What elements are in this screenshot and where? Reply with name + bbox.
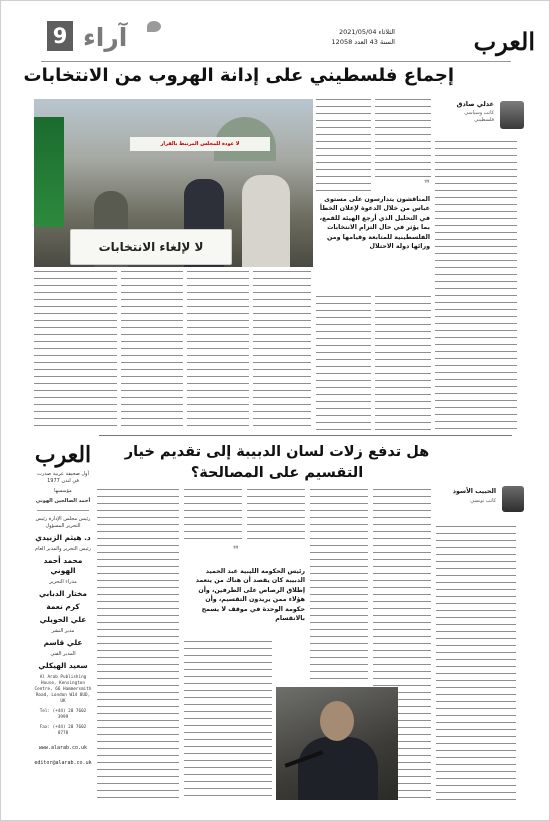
author-photo [500, 101, 524, 129]
author-role: كاتب تونسي [470, 498, 496, 504]
article-1-column-6 [253, 271, 311, 431]
director-name: علي الحويلي [39, 615, 87, 624]
article-2-column-4 [247, 489, 305, 541]
article-1-pull-quote: المناقشون يتدارسون على مستوى عباس من خلال الدعوة لإعلان الخطأ في التحليل الذي أرجع الهيئة للقمع، بما يؤثر في حال التزام الانتخابات الفلسطينية للمتابعة وقيامها ومن ورائها دولة الاحتلال [319, 196, 430, 251]
article-2-column-6 [184, 641, 272, 801]
board-name: د. هيثم الزبيدي [35, 533, 91, 542]
article-1-column-2 [375, 99, 431, 177]
author-photo [502, 486, 524, 512]
photo-face [320, 701, 354, 741]
director-name: كرم نعمة [46, 602, 80, 611]
email-link[interactable]: editor@alarab.co.uk [34, 760, 92, 766]
newspaper-logo: العرب [473, 27, 535, 56]
article-1-column-7 [187, 271, 249, 431]
masthead-tel: Tel: (+44) 20 7602 3999 [39, 709, 87, 720]
section-title: آراء [83, 23, 128, 52]
article-1-column-9 [34, 271, 117, 431]
masthead-founded: أول صحيفة عربية صدرت في لندن 1977 [37, 471, 89, 484]
issue-number: السنة 43 العدد 12058 [331, 38, 395, 46]
founder-label: مؤسسها [54, 488, 72, 494]
masthead-logo: العرب [34, 442, 92, 468]
masthead-divider [37, 510, 89, 511]
quote-mark-icon: ❞ [233, 545, 239, 556]
page-number: 9 [47, 21, 73, 51]
article-2-pull-quote: رئيس الحكومة الليبية عبد الحميد الدبيبة كان يقصد أن هناك من يتعمد إطلاق الرصاص على الطرفين، وأن هؤلاء ممن يريدون التقسيم، وأن حكومة الوحدة في موقف لا يسمح بالانقسام [195, 568, 305, 623]
article-2-column-1 [436, 526, 516, 801]
article-1-column-4 [375, 296, 431, 431]
website-link[interactable]: www.alarab.co.uk [38, 745, 88, 751]
photo-figure [242, 175, 290, 267]
design-name: علي قاسم [43, 638, 83, 647]
flag-shape [34, 117, 64, 227]
board-label: رئيس مجلس الإدارة رئيس التحرير المسؤول [35, 516, 91, 529]
masthead-address: Al Arab Publishing House, Kensington Centre, 66 Hammersmith Road, London W14 8UD, UK [34, 675, 92, 704]
issue-info [332, 27, 395, 47]
quote-bubble-icon [147, 21, 161, 32]
final-name: سعيد الهيكلي [38, 661, 88, 670]
article-2-column-5 [184, 489, 242, 541]
founder-name: أحمد الصالحين الهوني [35, 498, 91, 504]
author-name: عدلي صادق [456, 100, 494, 108]
header-divider [41, 61, 511, 62]
author-name: الحبيب الأسود [452, 488, 496, 495]
directors-label: مدراء التحرير [49, 579, 77, 585]
editor-label: رئيس التحرير والمدير العام [35, 546, 91, 552]
article-1-headline: إجماع فلسطيني على إدانة الهروب من الانتخابات [23, 65, 454, 86]
quote-mark-icon: ❞ [424, 179, 430, 190]
article-1-column-1 [435, 141, 517, 431]
article-2-photo [276, 687, 398, 800]
masthead-fax: Fax: (+44) 20 7602 8778 [39, 725, 87, 736]
article-1-column-3 [316, 99, 371, 191]
page-header [7, 21, 545, 61]
article-1-author [444, 97, 526, 137]
photo-figure [298, 737, 378, 800]
article-2-column-7 [97, 489, 179, 801]
article-2-headline: هل تدفع زلات لسان الدبيبة إلى تقديم خيار التقسيم على المصالحة؟ [124, 444, 430, 481]
editor-name: محمد أحمد الهوني [43, 556, 83, 575]
article-2-column-3 [310, 489, 368, 684]
article-1-column-5 [316, 296, 371, 431]
photo-banner: لا عودة للمجلس المرتبط بالقرار [130, 137, 270, 151]
final-label: المدير الفني [50, 651, 76, 657]
director-name: مختار الدبابي [39, 589, 87, 598]
section-divider [99, 435, 512, 436]
article-1-photo [34, 99, 313, 267]
protest-sign: لا لإلغاء الانتخابات [70, 229, 232, 265]
author-role: كاتب وسياسي فلسطيني [464, 110, 494, 123]
design-label: مدير النشر [51, 628, 75, 634]
article-1-column-8 [121, 271, 183, 431]
masthead-box [34, 439, 92, 799]
issue-date: الثلاثاء 2021/05/04 [338, 28, 395, 36]
article-2-author [444, 484, 526, 522]
